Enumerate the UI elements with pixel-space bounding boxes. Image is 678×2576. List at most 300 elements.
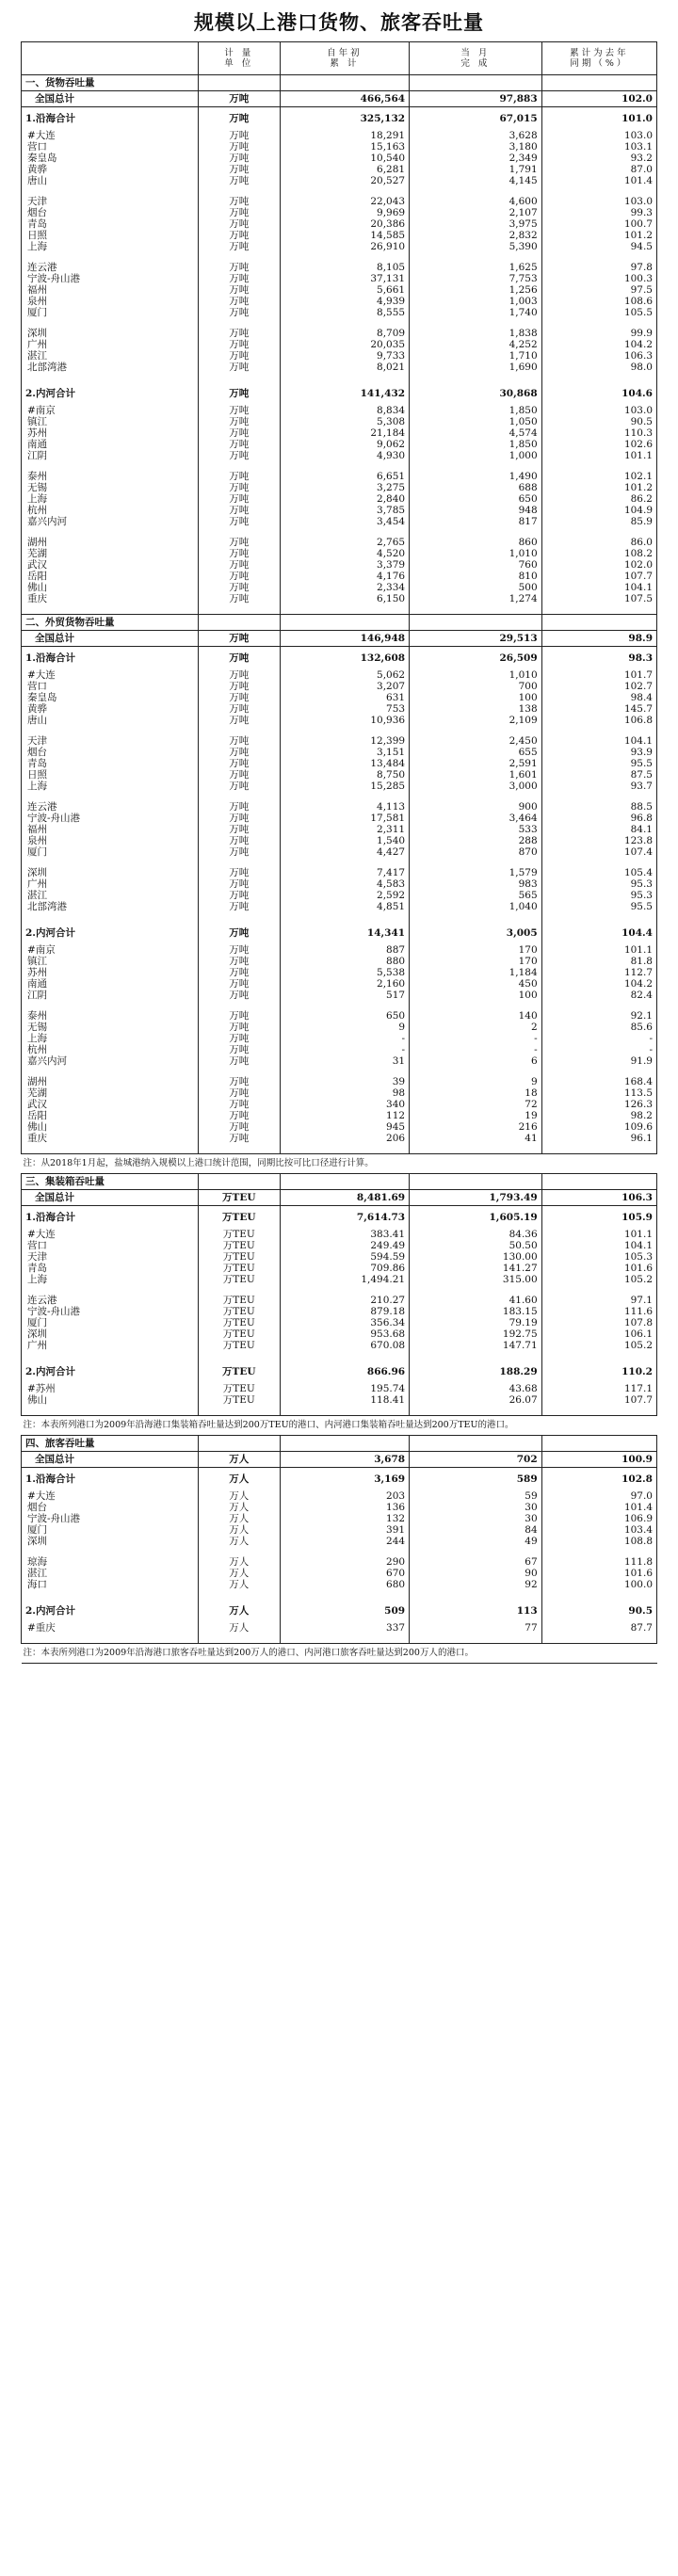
- row-name: #大连: [22, 130, 199, 141]
- row-percent: 86.2: [541, 493, 656, 505]
- row-cumulative: 509: [280, 1600, 409, 1622]
- port-row: [22, 482, 657, 493]
- port-row: [22, 978, 657, 990]
- row-percent: 103.0: [541, 130, 656, 141]
- row-percent: 87.5: [541, 769, 656, 781]
- row-unit: 万TEU: [198, 1206, 280, 1230]
- row-month: 97,883: [410, 91, 542, 107]
- row-unit: 万吨: [198, 559, 280, 571]
- row-name: 1.沿海合计: [22, 107, 199, 131]
- row-cumulative: 709.86: [280, 1263, 409, 1274]
- row-cumulative: 8,555: [280, 307, 409, 318]
- port-row: [22, 548, 657, 559]
- port-row: [22, 846, 657, 858]
- port-row: [22, 1010, 657, 1022]
- row-month: 817: [410, 516, 542, 527]
- port-row: [22, 1328, 657, 1340]
- port-row: [22, 1274, 657, 1285]
- row-name: 深圳: [22, 328, 199, 339]
- row-name: 厦门: [22, 1524, 199, 1536]
- row-unit: 万吨: [198, 471, 280, 482]
- row-name: 岳阳: [22, 1110, 199, 1121]
- row-name: 上海: [22, 241, 199, 252]
- row-cumulative: 4,583: [280, 878, 409, 890]
- row-cumulative: 9,969: [280, 207, 409, 218]
- row-unit: 万吨: [198, 416, 280, 427]
- row-unit: 万吨: [198, 878, 280, 890]
- row-name: 湛江: [22, 350, 199, 362]
- port-row: [22, 1110, 657, 1121]
- port-row: [22, 878, 657, 890]
- port-row: [22, 516, 657, 527]
- row-unit: 万吨: [198, 801, 280, 813]
- row-name: 湛江: [22, 1568, 199, 1579]
- row-name: 福州: [22, 284, 199, 296]
- row-month: -: [410, 1044, 542, 1055]
- row-cumulative: 26,910: [280, 241, 409, 252]
- row-unit: 万吨: [198, 1133, 280, 1144]
- row-unit: 万吨: [198, 175, 280, 186]
- row-month: 79.19: [410, 1317, 542, 1328]
- port-row: [22, 1055, 657, 1067]
- row-name: 厦门: [22, 1317, 199, 1328]
- header-cell: [22, 42, 199, 75]
- row-name: 2.内河合计: [22, 922, 199, 944]
- row-month: 192.75: [410, 1328, 542, 1340]
- port-row: [22, 207, 657, 218]
- row-cumulative: 391: [280, 1524, 409, 1536]
- row-unit: 万吨: [198, 1076, 280, 1087]
- row-cumulative: 325,132: [280, 107, 409, 131]
- row-month: 67,015: [410, 107, 542, 131]
- port-row: [22, 262, 657, 273]
- row-percent: 85.6: [541, 1022, 656, 1033]
- statistics-table-body: [22, 42, 657, 1664]
- row-name: 营口: [22, 681, 199, 692]
- subtotal-row: [22, 647, 657, 670]
- row-month: 1,850: [410, 439, 542, 450]
- row-unit: 万人: [198, 1556, 280, 1568]
- row-month: 1,850: [410, 405, 542, 416]
- row-unit: 万吨: [198, 867, 280, 878]
- row-percent: 97.5: [541, 284, 656, 296]
- row-month: 1,579: [410, 867, 542, 878]
- row-name: 1.沿海合计: [22, 647, 199, 670]
- row-name: 杭州: [22, 505, 199, 516]
- row-name: 青岛: [22, 758, 199, 769]
- row-cumulative: 517: [280, 990, 409, 1001]
- row-name: 2.内河合计: [22, 1360, 199, 1383]
- row-percent: 102.8: [541, 1468, 656, 1491]
- row-cumulative: 4,113: [280, 801, 409, 813]
- row-cumulative: 650: [280, 1010, 409, 1022]
- row-unit: 万吨: [198, 631, 280, 647]
- row-unit: 万TEU: [198, 1306, 280, 1317]
- row-name: 厦门: [22, 307, 199, 318]
- row-unit: 万吨: [198, 450, 280, 461]
- row-name: 2.内河合计: [22, 1600, 199, 1622]
- row-name: 重庆: [22, 593, 199, 604]
- row-month: 4,574: [410, 427, 542, 439]
- row-unit: 万TEU: [198, 1360, 280, 1383]
- row-cumulative: 3,785: [280, 505, 409, 516]
- row-unit: 万吨: [198, 164, 280, 175]
- row-unit: 万吨: [198, 758, 280, 769]
- row-name: 青岛: [22, 218, 199, 230]
- row-name: 深圳: [22, 1328, 199, 1340]
- subtotal-row: [22, 1206, 657, 1230]
- row-unit: 万吨: [198, 130, 280, 141]
- row-percent: 95.3: [541, 878, 656, 890]
- row-cumulative: 3,275: [280, 482, 409, 493]
- subtotal-row: [22, 1468, 657, 1491]
- row-month: 216: [410, 1121, 542, 1133]
- row-cumulative: 340: [280, 1099, 409, 1110]
- row-month: 147.71: [410, 1340, 542, 1351]
- row-percent: 113.5: [541, 1087, 656, 1099]
- row-name: #重庆: [22, 1622, 199, 1634]
- row-month: 43.68: [410, 1383, 542, 1394]
- row-name: 上海: [22, 1033, 199, 1044]
- port-row: [22, 339, 657, 350]
- row-cumulative: -: [280, 1033, 409, 1044]
- row-name: 江阴: [22, 450, 199, 461]
- row-name: 宁波-舟山港: [22, 273, 199, 284]
- row-month: 1,838: [410, 328, 542, 339]
- row-unit: 万人: [198, 1452, 280, 1468]
- row-percent: 107.7: [541, 1394, 656, 1406]
- row-name: 杭州: [22, 1044, 199, 1055]
- row-percent: 105.4: [541, 867, 656, 878]
- row-cumulative: 18,291: [280, 130, 409, 141]
- row-name: #大连: [22, 1229, 199, 1240]
- row-cumulative: 4,851: [280, 901, 409, 912]
- row-percent: 110.2: [541, 1360, 656, 1383]
- row-name: 广州: [22, 339, 199, 350]
- row-month: 1,040: [410, 901, 542, 912]
- row-unit: 万吨: [198, 307, 280, 318]
- port-row: [22, 593, 657, 604]
- row-name: 日照: [22, 769, 199, 781]
- row-cumulative: 249.49: [280, 1240, 409, 1251]
- row-name: 上海: [22, 1274, 199, 1285]
- row-unit: 万吨: [198, 703, 280, 715]
- row-name: 福州: [22, 824, 199, 835]
- row-percent: 100.0: [541, 1579, 656, 1590]
- port-row: [22, 890, 657, 901]
- port-row: [22, 1317, 657, 1328]
- row-cumulative: 4,930: [280, 450, 409, 461]
- row-cumulative: 670: [280, 1568, 409, 1579]
- row-unit: 万人: [198, 1468, 280, 1491]
- row-month: 4,600: [410, 196, 542, 207]
- row-name: 湖州: [22, 1076, 199, 1087]
- row-unit: 万TEU: [198, 1229, 280, 1240]
- row-percent: 106.3: [541, 350, 656, 362]
- spacer-row: [22, 1144, 657, 1154]
- row-unit: 万吨: [198, 922, 280, 944]
- row-month: 67: [410, 1556, 542, 1568]
- row-percent: 101.1: [541, 450, 656, 461]
- row-month: 702: [410, 1452, 542, 1468]
- row-name: 无锡: [22, 482, 199, 493]
- section-title: 二、外贸货物吞吐量: [22, 615, 199, 631]
- row-unit: 万吨: [198, 715, 280, 726]
- row-unit: 万TEU: [198, 1317, 280, 1328]
- row-month: 1,793.49: [410, 1190, 542, 1206]
- row-month: 30,868: [410, 382, 542, 405]
- row-name: 唐山: [22, 715, 199, 726]
- row-unit: 万吨: [198, 978, 280, 990]
- row-name: 上海: [22, 781, 199, 792]
- row-name: 苏州: [22, 427, 199, 439]
- spacer-row: [22, 1001, 657, 1010]
- row-cumulative: 670.08: [280, 1340, 409, 1351]
- row-unit: 万吨: [198, 901, 280, 912]
- spacer-row: [22, 604, 657, 615]
- port-row: [22, 1076, 657, 1087]
- row-month: 49: [410, 1536, 542, 1547]
- row-cumulative: 5,538: [280, 967, 409, 978]
- row-cumulative: 14,341: [280, 922, 409, 944]
- row-percent: -: [541, 1033, 656, 1044]
- row-unit: 万吨: [198, 1022, 280, 1033]
- port-row: [22, 1044, 657, 1055]
- row-percent: 104.9: [541, 505, 656, 516]
- row-name: 1.沿海合计: [22, 1468, 199, 1491]
- row-name: 青岛: [22, 1263, 199, 1274]
- port-row: [22, 715, 657, 726]
- row-percent: 87.7: [541, 1622, 656, 1634]
- row-percent: 98.0: [541, 362, 656, 373]
- header-cell: 计 量 单 位: [198, 42, 280, 75]
- row-month: 1,000: [410, 450, 542, 461]
- row-name: 泉州: [22, 835, 199, 846]
- port-row: [22, 1579, 657, 1590]
- row-percent: 103.4: [541, 1524, 656, 1536]
- port-row: [22, 1524, 657, 1536]
- table-note: 注：从2018年1月起，盐城港纳入规模以上港口统计范围，同期比按可比口径进行计算。: [22, 1154, 657, 1174]
- port-row: [22, 582, 657, 593]
- row-month: 2,107: [410, 207, 542, 218]
- row-unit: 万吨: [198, 362, 280, 373]
- row-cumulative: 2,311: [280, 824, 409, 835]
- row-cumulative: 6,150: [280, 593, 409, 604]
- row-name: 宁波-舟山港: [22, 1306, 199, 1317]
- spacer-row: [22, 318, 657, 328]
- row-unit: 万吨: [198, 482, 280, 493]
- row-unit: 万吨: [198, 747, 280, 758]
- subtotal-row: [22, 1360, 657, 1383]
- row-month: 500: [410, 582, 542, 593]
- row-name: 烟台: [22, 747, 199, 758]
- row-percent: 82.4: [541, 990, 656, 1001]
- row-cumulative: 4,427: [280, 846, 409, 858]
- row-name: 秦皇岛: [22, 692, 199, 703]
- row-percent: 105.2: [541, 1274, 656, 1285]
- row-unit: 万吨: [198, 1110, 280, 1121]
- row-percent: 105.3: [541, 1251, 656, 1263]
- row-cumulative: 9: [280, 1022, 409, 1033]
- row-month: 92: [410, 1579, 542, 1590]
- row-unit: 万吨: [198, 956, 280, 967]
- port-row: [22, 439, 657, 450]
- row-cumulative: 195.74: [280, 1383, 409, 1394]
- row-percent: 99.9: [541, 328, 656, 339]
- row-percent: 98.9: [541, 631, 656, 647]
- row-month: 288: [410, 835, 542, 846]
- row-percent: 102.6: [541, 439, 656, 450]
- row-unit: 万吨: [198, 846, 280, 858]
- row-month: 688: [410, 482, 542, 493]
- row-month: 113: [410, 1600, 542, 1622]
- row-name: 泰州: [22, 1010, 199, 1022]
- row-name: 天津: [22, 1251, 199, 1263]
- row-cumulative: 4,520: [280, 548, 409, 559]
- row-percent: 110.3: [541, 427, 656, 439]
- row-name: 1.沿海合计: [22, 1206, 199, 1230]
- row-cumulative: 1,494.21: [280, 1274, 409, 1285]
- row-percent: 90.5: [541, 416, 656, 427]
- row-percent: 104.4: [541, 922, 656, 944]
- row-cumulative: 8,834: [280, 405, 409, 416]
- row-name: 烟台: [22, 207, 199, 218]
- port-row: [22, 835, 657, 846]
- row-name: 全国总计: [22, 631, 199, 647]
- spacer-row: [22, 186, 657, 196]
- row-percent: 107.4: [541, 846, 656, 858]
- row-unit: 万吨: [198, 339, 280, 350]
- row-month: 2,450: [410, 735, 542, 747]
- section-title-row: [22, 1174, 657, 1190]
- row-percent: 85.9: [541, 516, 656, 527]
- row-month: 1,490: [410, 471, 542, 482]
- port-row: [22, 559, 657, 571]
- row-percent: 104.2: [541, 339, 656, 350]
- row-name: 上海: [22, 493, 199, 505]
- row-month: 655: [410, 747, 542, 758]
- row-percent: 101.1: [541, 944, 656, 956]
- row-name: 江阴: [22, 990, 199, 1001]
- row-cumulative: 8,021: [280, 362, 409, 373]
- row-name: 武汉: [22, 1099, 199, 1110]
- row-month: 29,513: [410, 631, 542, 647]
- row-cumulative: 3,454: [280, 516, 409, 527]
- row-percent: 100.7: [541, 218, 656, 230]
- row-unit: 万TEU: [198, 1190, 280, 1206]
- row-percent: 101.4: [541, 175, 656, 186]
- row-month: 1,010: [410, 548, 542, 559]
- table-note-row: [22, 1416, 657, 1436]
- row-unit: 万吨: [198, 439, 280, 450]
- row-unit: 万吨: [198, 681, 280, 692]
- row-cumulative: 356.34: [280, 1317, 409, 1328]
- row-unit: 万吨: [198, 350, 280, 362]
- row-cumulative: -: [280, 1044, 409, 1055]
- row-month: 983: [410, 878, 542, 890]
- row-unit: 万吨: [198, 516, 280, 527]
- row-month: 100: [410, 990, 542, 1001]
- subtotal-row: [22, 922, 657, 944]
- row-month: 3,975: [410, 218, 542, 230]
- row-percent: 106.9: [541, 1513, 656, 1524]
- port-row: [22, 416, 657, 427]
- row-month: 1,625: [410, 262, 542, 273]
- row-month: 450: [410, 978, 542, 990]
- row-cumulative: 17,581: [280, 813, 409, 824]
- row-percent: 105.5: [541, 307, 656, 318]
- row-unit: 万TEU: [198, 1251, 280, 1263]
- spacer-row: [22, 1634, 657, 1644]
- port-row: [22, 1251, 657, 1263]
- row-name: 佛山: [22, 582, 199, 593]
- row-cumulative: 22,043: [280, 196, 409, 207]
- table-note: 注：本表所列港口为2009年沿海港口集装箱吞吐量达到200万TEU的港口、内河港口集装箱吞吐量达到200万TEU的港口。: [22, 1416, 657, 1436]
- row-month: 6: [410, 1055, 542, 1067]
- row-cumulative: 244: [280, 1536, 409, 1547]
- row-percent: 93.7: [541, 781, 656, 792]
- header-cell: 当 月 完 成: [410, 42, 542, 75]
- row-percent: 81.8: [541, 956, 656, 967]
- row-month: 140: [410, 1010, 542, 1022]
- row-cumulative: 132,608: [280, 647, 409, 670]
- spacer-row: [22, 373, 657, 382]
- row-unit: 万人: [198, 1568, 280, 1579]
- row-percent: 97.0: [541, 1490, 656, 1502]
- row-cumulative: 14,585: [280, 230, 409, 241]
- row-cumulative: 8,481.69: [280, 1190, 409, 1206]
- row-month: 26,509: [410, 647, 542, 670]
- port-row: [22, 867, 657, 878]
- port-row: [22, 1295, 657, 1306]
- row-unit: 万人: [198, 1490, 280, 1502]
- row-unit: 万吨: [198, 328, 280, 339]
- document-title: 规模以上港口货物、旅客吞吐量: [194, 10, 484, 34]
- row-percent: 95.5: [541, 901, 656, 912]
- row-month: 41: [410, 1133, 542, 1144]
- port-row: [22, 284, 657, 296]
- row-name: 全国总计: [22, 1190, 199, 1206]
- row-unit: 万吨: [198, 548, 280, 559]
- spacer-row: [22, 252, 657, 262]
- row-percent: 101.1: [541, 1229, 656, 1240]
- row-percent: 98.4: [541, 692, 656, 703]
- row-cumulative: 12,399: [280, 735, 409, 747]
- row-unit: 万吨: [198, 107, 280, 131]
- row-unit: 万吨: [198, 241, 280, 252]
- row-cumulative: 8,105: [280, 262, 409, 273]
- row-cumulative: 20,035: [280, 339, 409, 350]
- port-row: [22, 153, 657, 164]
- row-month: 315.00: [410, 1274, 542, 1285]
- row-unit: 万人: [198, 1524, 280, 1536]
- row-unit: 万吨: [198, 990, 280, 1001]
- spacer-row: [22, 527, 657, 537]
- row-percent: 97.8: [541, 262, 656, 273]
- row-month: 760: [410, 559, 542, 571]
- row-percent: 95.3: [541, 890, 656, 901]
- row-name: 岳阳: [22, 571, 199, 582]
- row-unit: 万吨: [198, 781, 280, 792]
- row-cumulative: 1,540: [280, 835, 409, 846]
- spacer-row: [22, 1590, 657, 1600]
- row-month: 41.60: [410, 1295, 542, 1306]
- port-row: [22, 164, 657, 175]
- row-percent: 93.9: [541, 747, 656, 758]
- row-cumulative: 112: [280, 1110, 409, 1121]
- row-name: 佛山: [22, 1121, 199, 1133]
- port-row: [22, 1087, 657, 1099]
